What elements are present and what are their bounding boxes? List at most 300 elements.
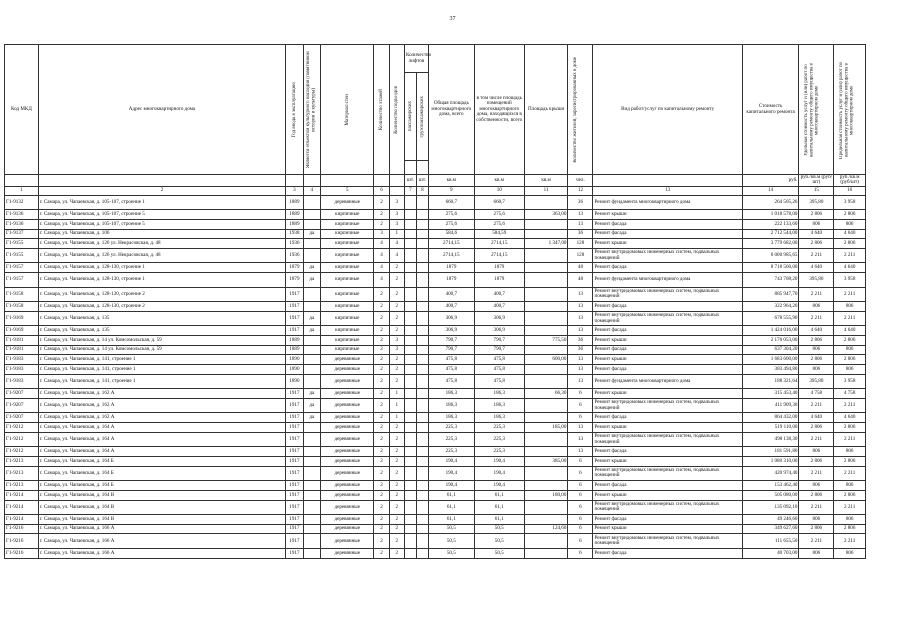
table-row [5, 219, 866, 229]
table-row [5, 413, 866, 423]
cell-roof-area: 124,60 [524, 524, 568, 534]
cell-address: г. Самара, ул. Чапаевская, д. 126 ул. Некрасовская, д. 48 [38, 239, 285, 249]
cell-work: Ремонт фасада [593, 229, 742, 239]
cell-total-area: 1879 [428, 273, 474, 288]
cell-lifts-freight [416, 326, 428, 336]
cell-floors: 2 [374, 302, 389, 312]
cell-material: кирпичные [321, 219, 374, 229]
cell-residents: 6 [568, 457, 593, 467]
cell-lifts-pass [404, 389, 416, 399]
cell-floors: 2 [374, 515, 389, 525]
cell-lifts-freight [416, 398, 428, 413]
header-incl-area: в том числе площадь помещений многоквартирного дома, находящихся в собственности, всего [474, 45, 524, 175]
cell-floors: 2 [374, 355, 389, 365]
cell-material: кирпичные [321, 239, 374, 249]
cell-incl-area: 50,5 [474, 534, 524, 549]
cell-unit-cost: 4 640 [799, 263, 834, 273]
cell-floors: 2 [374, 365, 389, 375]
cell-heritage [303, 336, 320, 346]
cell-floors: 2 [374, 466, 389, 481]
cell-roof-area [524, 326, 568, 336]
cell-lifts-freight [416, 287, 428, 302]
cell-roof-area [524, 302, 568, 312]
cell-max-cost: 806 [834, 515, 866, 525]
cell-entrances: 2 [389, 273, 404, 288]
cell-material: деревянные [321, 500, 374, 515]
cell-total-area: 275,6 [428, 210, 474, 220]
cell-lifts-pass [404, 447, 416, 457]
cell-heritage: да [303, 311, 320, 326]
cell-max-cost: 2 211 [834, 466, 866, 481]
cell-material: кирпичные [321, 263, 374, 273]
cell-code: Г1-9181 [5, 336, 39, 346]
cell-entrances: 3 [389, 345, 404, 355]
cell-material: деревянные [321, 447, 374, 457]
cell-residents: 36 [568, 195, 593, 210]
table-row [5, 355, 866, 365]
cell-entrances: 2 [389, 311, 404, 326]
cell-cost: 181 591,80 [742, 447, 799, 457]
cell-cost: 637 304,20 [742, 345, 799, 355]
cell-max-cost: 806 [834, 365, 866, 375]
cell-work: Ремонт крыши [593, 336, 742, 346]
cell-lifts-pass [404, 336, 416, 346]
cell-year: 1917 [286, 398, 303, 413]
cell-lifts-pass [404, 432, 416, 447]
capital-repair-table [4, 44, 866, 559]
cell-address: г. Самара, ул. Чапаевская, д. 164 Б [38, 466, 285, 481]
cell-code: Г1-9155 [5, 248, 39, 263]
table-row [5, 374, 866, 389]
header-address: Адрес многоквартирного дома [38, 45, 285, 175]
cell-year: 1917 [286, 423, 303, 433]
cell-entrances: 4 [389, 239, 404, 249]
cell-address: г. Самара, ул. Чапаевская, д. 164 Б [38, 457, 285, 467]
cell-work: Ремонт крыши [593, 457, 742, 467]
cell-floors: 3 [374, 229, 389, 239]
cell-cost: 349 627,60 [742, 524, 799, 534]
cell-lifts-pass [404, 326, 416, 336]
cell-unit-cost: 4 640 [799, 229, 834, 239]
cell-max-cost: 3 958 [834, 195, 866, 210]
cell-lifts-pass [404, 548, 416, 558]
table-row [5, 490, 866, 500]
cell-incl-area: 584,59 [474, 229, 524, 239]
table-row [5, 336, 866, 346]
header-lifts: Количество лифтов [404, 45, 428, 73]
cell-year: 1917 [286, 548, 303, 558]
cell-code: Г1-9212 [5, 432, 39, 447]
cell-heritage [303, 432, 320, 447]
cell-entrances: 2 [389, 534, 404, 549]
cell-incl-area: 790,7 [474, 336, 524, 346]
cell-incl-area: 475,8 [474, 355, 524, 365]
cell-roof-area: 600,00 [524, 355, 568, 365]
cell-unit-cost: 2 806 [799, 210, 834, 220]
cell-address: г. Самара, ул. Чапаевская, д. 128-130, строение 2 [38, 302, 285, 312]
cell-residents: 13 [568, 447, 593, 457]
cell-total-area: 2714,15 [428, 239, 474, 249]
cell-roof-area: 1 347,00 [524, 239, 568, 249]
cell-floors: 2 [374, 311, 389, 326]
cell-total-area: 186,3 [428, 389, 474, 399]
column-numbers-row: 1 2 3 4 5 6 7 8 9 10 11 12 13 14 15 16 [5, 186, 866, 195]
cell-entrances: 4 [389, 248, 404, 263]
cell-address: г. Самара, ул. Чапаевская, д. 105-107, строение 5 [38, 219, 285, 229]
cell-cost: 3 779 682,00 [742, 239, 799, 249]
cell-unit-cost: 2 806 [799, 355, 834, 365]
cell-material: деревянные [321, 389, 374, 399]
cell-code: Г1-9216 [5, 524, 39, 534]
cell-lifts-pass [404, 374, 416, 389]
cell-address: г. Самара, ул. Чапаевская, д. 164 А [38, 432, 285, 447]
cell-heritage [303, 447, 320, 457]
cell-total-area: 790,7 [428, 336, 474, 346]
cell-lifts-pass [404, 248, 416, 263]
cell-total-area: 225,3 [428, 447, 474, 457]
cell-residents: 6 [568, 389, 593, 399]
cell-roof-area: 385,00 [524, 457, 568, 467]
table-row [5, 481, 866, 491]
cell-roof-area [524, 466, 568, 481]
table-row [5, 500, 866, 515]
cell-address: г. Самара, ул. Чапаевская, д. 135 [38, 311, 285, 326]
cell-work: Ремонт крыши [593, 355, 742, 365]
cell-lifts-freight [416, 432, 428, 447]
cell-heritage: да [303, 263, 320, 273]
cell-total-area: 50,5 [428, 524, 474, 534]
cell-max-cost: 4 640 [834, 229, 866, 239]
cell-max-cost: 2 211 [834, 311, 866, 326]
cell-code: Г1-9214 [5, 490, 39, 500]
cell-roof-area [524, 365, 568, 375]
cell-incl-area: 660,7 [474, 195, 524, 210]
cell-entrances: 3 [389, 336, 404, 346]
cell-total-area: 475,8 [428, 374, 474, 389]
cell-max-cost: 2 806 [834, 423, 866, 433]
header-lifts-freight: грузопассажирских [416, 73, 428, 161]
cell-roof-area [524, 432, 568, 447]
cell-heritage [303, 515, 320, 525]
cell-lifts-pass [404, 195, 416, 210]
table-row [5, 326, 866, 336]
cell-incl-area: 50,5 [474, 524, 524, 534]
header-total-area: Общая площадь многоквартирного дома, всего [428, 45, 474, 175]
cell-entrances: 2 [389, 515, 404, 525]
table-row [5, 239, 866, 249]
table-row [5, 311, 866, 326]
cell-entrances: 2 [389, 326, 404, 336]
cell-floors: 2 [374, 423, 389, 433]
cell-unit-cost: 2 211 [799, 311, 834, 326]
cell-year: 1917 [286, 500, 303, 515]
cell-material: деревянные [321, 374, 374, 389]
cell-unit-cost: 806 [799, 447, 834, 457]
header-unit-cost: Удельная стоимость услуг и (или) работ по капитальному ремонту общего имущества в многоквартирном доме [799, 45, 834, 175]
cell-residents: 6 [568, 466, 593, 481]
cell-lifts-freight [416, 302, 428, 312]
cell-lifts-pass [404, 466, 416, 481]
cell-roof-area [524, 195, 568, 210]
cell-roof-area: 775,50 [524, 336, 568, 346]
cell-entrances: 3 [389, 219, 404, 229]
cell-code: Г1-9136 [5, 219, 39, 229]
cell-incl-area: 2714,15 [474, 239, 524, 249]
cell-roof-area [524, 515, 568, 525]
cell-roof-area: 185,00 [524, 423, 568, 433]
cell-heritage [303, 219, 320, 229]
cell-incl-area: 475,8 [474, 365, 524, 375]
cell-incl-area: 61,1 [474, 500, 524, 515]
cell-address: г. Самара, ул. Чапаевская, д. 128-130, строение 2 [38, 287, 285, 302]
cell-roof-area [524, 447, 568, 457]
cell-material: кирпичные [321, 210, 374, 220]
cell-lifts-freight [416, 457, 428, 467]
cell-unit-cost: 2 211 [799, 287, 834, 302]
cell-roof-area [524, 413, 568, 423]
cell-unit-cost: 2 806 [799, 524, 834, 534]
cell-floors: 2 [374, 548, 389, 558]
cell-residents: 6 [568, 548, 593, 558]
cell-year: 1889 [286, 219, 303, 229]
cell-unit-cost: 2 806 [799, 457, 834, 467]
cell-floors: 2 [374, 457, 389, 467]
table-row [5, 423, 866, 433]
cell-residents: 36 [568, 345, 593, 355]
cell-cost: 6 000 985,65 [742, 248, 799, 263]
cell-entrances: 3 [389, 195, 404, 210]
cell-entrances: 2 [389, 457, 404, 467]
cell-material: деревянные [321, 548, 374, 558]
cell-work: Ремонт крыши [593, 239, 742, 249]
cell-unit-cost: 2 211 [799, 500, 834, 515]
cell-residents: 6 [568, 500, 593, 515]
cell-work: Ремонт внутридомовых инженерных систем, подвальных помещений [593, 534, 742, 549]
cell-unit-cost: 806 [799, 219, 834, 229]
cell-residents: 128 [568, 239, 593, 249]
cell-roof-area [524, 548, 568, 558]
cell-heritage [303, 548, 320, 558]
cell-floors: 2 [374, 432, 389, 447]
cell-total-area: 190,4 [428, 457, 474, 467]
cell-material: деревянные [321, 195, 374, 210]
cell-lifts-pass [404, 311, 416, 326]
cell-floors: 2 [374, 481, 389, 491]
cell-material: кирпичные [321, 311, 374, 326]
header-heritage: Является объектом культурного наследия (памятником истории и культуры) [303, 45, 320, 175]
cell-lifts-pass [404, 219, 416, 229]
cell-cost: 1 080 310,00 [742, 457, 799, 467]
cell-year: 1889 [286, 195, 303, 210]
cell-lifts-freight [416, 500, 428, 515]
cell-code: Г1-9207 [5, 398, 39, 413]
cell-incl-area: 306,9 [474, 326, 524, 336]
cell-material: деревянные [321, 365, 374, 375]
cell-lifts-freight [416, 210, 428, 220]
cell-year: 1879 [286, 273, 303, 288]
cell-year: 1917 [286, 457, 303, 467]
cell-cost: 188 321,64 [742, 374, 799, 389]
cell-entrances: 2 [389, 423, 404, 433]
cell-address: г. Самара, ул. Чапаевская, д. 106 [38, 229, 285, 239]
cell-roof-area [524, 273, 568, 288]
cell-entrances: 2 [389, 466, 404, 481]
cell-material: кирпичные [321, 326, 374, 336]
cell-work: Ремонт фасада [593, 515, 742, 525]
table-row [5, 229, 866, 239]
cell-work: Ремонт крыши [593, 210, 742, 220]
cell-year: 1890 [286, 374, 303, 389]
cell-address: г. Самара, ул. Чапаевская, д. 14 ул. Комсомольская, д. 59 [38, 345, 285, 355]
cell-residents: 6 [568, 515, 593, 525]
cell-work: Ремонт внутридомовых инженерных систем, подвальных помещений [593, 466, 742, 481]
cell-cost: 864 432,00 [742, 413, 799, 423]
cell-roof-area [524, 287, 568, 302]
cell-address: г. Самара, ул. Чапаевская, д. 162 А [38, 413, 285, 423]
cell-entrances: 3 [389, 210, 404, 220]
cell-total-area: 50,5 [428, 534, 474, 549]
cell-cost: 885 947,70 [742, 287, 799, 302]
table-row [5, 466, 866, 481]
cell-heritage [303, 355, 320, 365]
cell-residents: 13 [568, 287, 593, 302]
table-row [5, 195, 866, 210]
cell-address: г. Самара, ул. Чапаевская, д. 105-107, строение 1 [38, 195, 285, 210]
cell-unit-cost: 4 640 [799, 326, 834, 336]
cell-floors: 4 [374, 263, 389, 273]
cell-residents: 48 [568, 273, 593, 288]
cell-material: деревянные [321, 481, 374, 491]
table-row [5, 273, 866, 288]
cell-address: г. Самара, ул. Чапаевская, д. 164 В [38, 500, 285, 515]
cell-floors: 4 [374, 239, 389, 249]
cell-work: Ремонт крыши [593, 389, 742, 399]
header-residents: Количество жителей, зарегистрированных в доме [568, 45, 593, 175]
cell-floors: 2 [374, 447, 389, 457]
cell-entrances: 1 [389, 398, 404, 413]
cell-max-cost: 4 640 [834, 263, 866, 273]
cell-residents: 36 [568, 229, 593, 239]
cell-material: деревянные [321, 413, 374, 423]
cell-roof-area [524, 534, 568, 549]
cell-residents: 13 [568, 210, 593, 220]
cell-incl-area: 1879 [474, 273, 524, 288]
cell-address: г. Самара, ул. Чапаевская, д. 166 А [38, 534, 285, 549]
cell-work: Ремонт крыши [593, 423, 742, 433]
table-row [5, 248, 866, 263]
cell-max-cost: 2 806 [834, 210, 866, 220]
cell-roof-area [524, 263, 568, 273]
table-row [5, 534, 866, 549]
cell-address: г. Самара, ул. Чапаевская, д. 164 В [38, 515, 285, 525]
cell-incl-area: 400,7 [474, 302, 524, 312]
cell-roof-area [524, 374, 568, 389]
cell-work: Ремонт фасада [593, 447, 742, 457]
cell-year: 1917 [286, 287, 303, 302]
cell-code: Г1-9137 [5, 229, 39, 239]
cell-material: кирпичные [321, 273, 374, 288]
cell-year: 1917 [286, 302, 303, 312]
cell-incl-area: 225,3 [474, 423, 524, 433]
cell-max-cost: 2 211 [834, 432, 866, 447]
cell-lifts-freight [416, 534, 428, 549]
cell-year: 1938 [286, 229, 303, 239]
cell-total-area: 186,3 [428, 398, 474, 413]
units-row: шт. шт. кв.м кв.м кв.м чел. руб. руб./кв.м (руб/шт) руб./кв.м (руб/шт) [5, 175, 866, 187]
cell-floors: 2 [374, 326, 389, 336]
cell-code: Г1-9155 [5, 239, 39, 249]
cell-max-cost: 2 806 [834, 490, 866, 500]
cell-roof-area [524, 500, 568, 515]
cell-total-area: 1879 [428, 263, 474, 273]
cell-max-cost: 2 211 [834, 500, 866, 515]
cell-incl-area: 275,6 [474, 210, 524, 220]
cell-total-area: 61,1 [428, 515, 474, 525]
cell-heritage [303, 210, 320, 220]
cell-entrances: 2 [389, 374, 404, 389]
cell-max-cost: 2 806 [834, 336, 866, 346]
cell-entrances: 2 [389, 490, 404, 500]
header-year: Год ввода в эксплуатацию [286, 45, 303, 175]
cell-code: Г1-9207 [5, 413, 39, 423]
cell-incl-area: 50,5 [474, 548, 524, 558]
table-row [5, 210, 866, 220]
cell-cost: 111 655,50 [742, 534, 799, 549]
cell-lifts-pass [404, 345, 416, 355]
cell-code: Г1-9181 [5, 345, 39, 355]
cell-incl-area: 2714,15 [474, 248, 524, 263]
cell-floors: 2 [374, 490, 389, 500]
header-code: Код МКД [5, 45, 39, 175]
cell-incl-area: 186,3 [474, 398, 524, 413]
cell-cost: 8 718 560,00 [742, 263, 799, 273]
cell-cost: 1 424 016,00 [742, 326, 799, 336]
cell-floors: 2 [374, 374, 389, 389]
cell-code: Г1-9157 [5, 263, 39, 273]
cell-lifts-freight [416, 273, 428, 288]
cell-address: г. Самара, ул. Чапаевская, д. 164 А [38, 447, 285, 457]
cell-year: 1917 [286, 413, 303, 423]
cell-lifts-pass [404, 524, 416, 534]
cell-material: кирпичные [321, 287, 374, 302]
cell-unit-cost: 2 211 [799, 466, 834, 481]
cell-max-cost: 806 [834, 447, 866, 457]
cell-residents: 13 [568, 355, 593, 365]
cell-roof-area: 363,00 [524, 210, 568, 220]
cell-heritage [303, 374, 320, 389]
cell-heritage [303, 534, 320, 549]
cell-total-area: 790,7 [428, 345, 474, 355]
cell-total-area: 190,4 [428, 481, 474, 491]
cell-year: 1890 [286, 365, 303, 375]
cell-lifts-freight [416, 423, 428, 433]
cell-year: 1917 [286, 447, 303, 457]
cell-residents: 6 [568, 481, 593, 491]
cell-heritage [303, 457, 320, 467]
cell-heritage: да [303, 229, 320, 239]
cell-work: Ремонт фундамента многоквартирного дома [593, 273, 742, 288]
cell-material: деревянные [321, 534, 374, 549]
cell-roof-area [524, 248, 568, 263]
cell-code: Г1-9214 [5, 500, 39, 515]
header-roof-area: Площадь крыши [524, 45, 568, 175]
cell-work: Ремонт фасада [593, 263, 742, 273]
cell-incl-area: 400,7 [474, 287, 524, 302]
cell-code: Г1-9183 [5, 355, 39, 365]
cell-work: Ремонт внутридомовых инженерных систем, подвальных помещений [593, 248, 742, 263]
cell-lifts-freight [416, 490, 428, 500]
cell-year: 1917 [286, 481, 303, 491]
